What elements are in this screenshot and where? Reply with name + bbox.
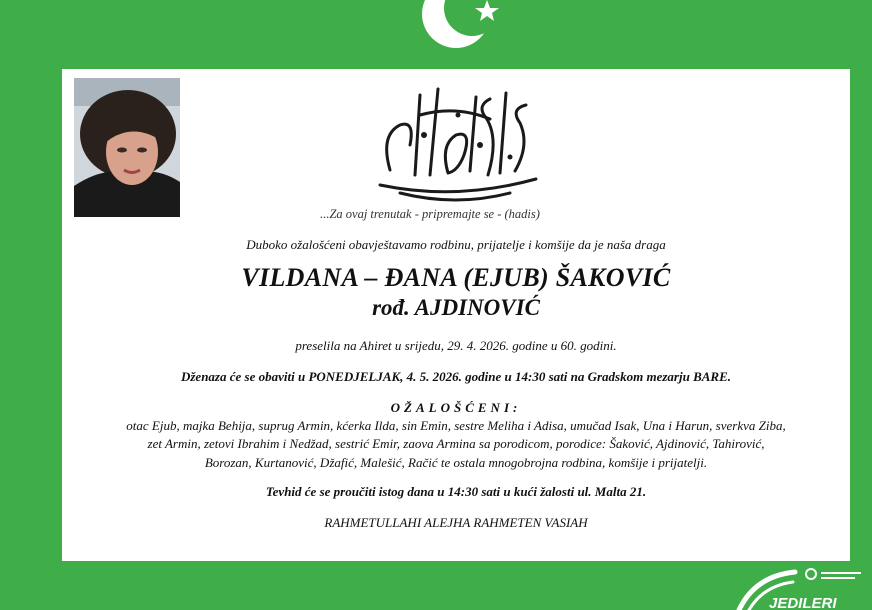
mourners-line: zet Armin, zetovi Ibrahim i Nedžad, sestrić Emir, zaova Armina sa porodicom, porodice: Šaković, Ajdinović, Tahirović, bbox=[147, 436, 765, 451]
hadith-quote: ...Za ovaj trenutak - pripremajte se - (hadis) bbox=[320, 207, 540, 221]
date-of-death: preselila na Ahiret u srijedu, 29. 4. 2026. godine u 60. godini. bbox=[295, 338, 617, 353]
announcement-intro: Duboko ožalošćeni obavještavamo rodbinu, prijatelje i komšije da je naša draga bbox=[246, 237, 666, 252]
portrait-photo bbox=[74, 78, 180, 217]
mourners-line: Borozan, Kurtanović, Džafić, Malešić, Račić te ostala mnogobrojna rodbina, komšije i prijatelji. bbox=[204, 455, 708, 470]
jedileri-logo bbox=[735, 566, 865, 610]
mourners-heading: OŽALOŠĆENI: bbox=[390, 400, 522, 415]
maiden-name: rođ. AJDINOVIĆ bbox=[372, 295, 540, 320]
funeral-details: Dženaza će se obaviti u PONEDJELJAK, 4. 5. 2026. godine u 14:30 sati na Gradskom mezarju BARE. bbox=[180, 369, 732, 384]
svg-text:JEDILERI: JEDILERI bbox=[769, 595, 837, 610]
mourners-line: otac Ejub, majka Behija, suprug Armin, kćerka Ilda, sin Emin, sestre Meliha i Adisa, umučad Isak, Una i Harun, sverkva Ziba, bbox=[126, 418, 786, 433]
closing-prayer: RAHMETULLAHI ALEJHA RAHMETEN VASIAH bbox=[324, 515, 588, 530]
obituary-card bbox=[62, 69, 850, 561]
deceased-name: VILDANA – ĐANA (EJUB) ŠAKOVIĆ bbox=[241, 263, 671, 292]
crescent-star-icon bbox=[410, 0, 520, 62]
arabic-calligraphy-icon bbox=[360, 75, 552, 207]
tevhid-details: Tevhid će se proučiti istog dana u 14:30 sati u kući žalosti ul. Malta 21. bbox=[265, 484, 647, 499]
